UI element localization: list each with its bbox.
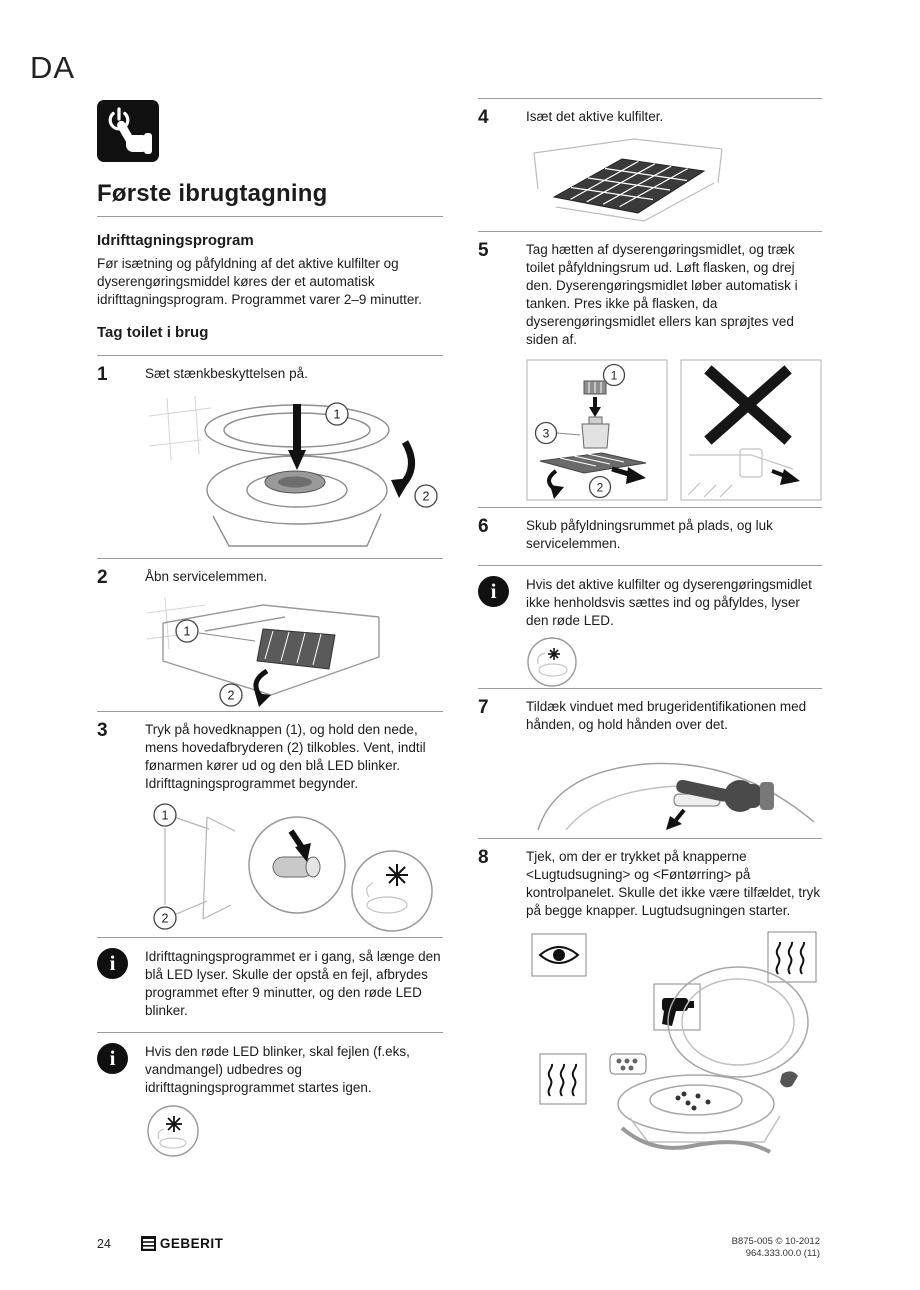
step-text: Åbn servicelemmen. — [145, 569, 268, 584]
tile-background — [149, 396, 211, 460]
figure-note-led — [145, 1103, 443, 1159]
step-4 — [478, 99, 822, 127]
step-6 — [478, 508, 822, 553]
step-text: Tildæk vinduet med brugeridentifikationen med hånden, og hold hånden over det. — [526, 699, 807, 732]
insert-arrow-head — [288, 450, 306, 470]
info-glyph: i — [490, 579, 497, 603]
svg-text:2: 2 — [227, 688, 235, 703]
note-gutter — [97, 948, 145, 1020]
step-number: 7 — [478, 697, 489, 718]
figure-note-red-led — [526, 636, 822, 688]
svg-text:1: 1 — [333, 407, 341, 422]
step-text: Tryk på hovedknappen (1), og hold den nede, mens hovedafbryderen (2) tilkobles. Vent, indtil fønarmen kører ud og den blå LED blinker. Idrifttagningsprogrammet begynder. — [145, 722, 426, 791]
open-arrow-head — [255, 693, 271, 707]
figure-step-3 — [145, 799, 443, 937]
spray-dots — [676, 1092, 711, 1111]
tile-background — [147, 597, 205, 649]
geberit-logo-mark — [141, 1236, 156, 1251]
callout-1 — [326, 403, 348, 425]
section-heading-program: Idrifttagningsprogram — [97, 232, 254, 249]
step-number: 3 — [97, 720, 108, 741]
control-panel — [610, 1054, 646, 1074]
step-2 — [97, 559, 443, 587]
sleeve-cuff — [760, 782, 774, 810]
callout-2 — [415, 485, 437, 507]
step-1 — [97, 356, 443, 384]
step-3 — [97, 712, 443, 793]
note-text: Hvis den røde LED blinker, skal fejlen (f.eks, vandmangel) udbedres og idrifttagningsprogrammet startes igen. — [145, 1044, 410, 1095]
figure-step-4 — [526, 135, 822, 227]
step-8 — [478, 839, 822, 920]
power-button-hand-icon — [97, 100, 159, 162]
figure-step-2 — [145, 595, 443, 707]
note-program-running — [97, 938, 443, 1020]
note-gutter — [97, 1043, 145, 1097]
callout-1 — [176, 620, 198, 642]
note-missing-filter — [478, 566, 822, 630]
step-text: Tag hætten af dyserengøringsmidlet, og træk toilet påfyldningsrum ud. Løft flasken, og drej den. Dyserengøringsmidlet løber automatisk i tanken. Pres ikke på flasken, da dyserengøringsmidlet ellers kan sprøjtes ved siden af. — [526, 242, 798, 347]
press-arrow — [403, 442, 412, 484]
press-arrow-head — [391, 478, 411, 498]
detail-circle — [528, 638, 576, 686]
brand-name: GEBERIT — [159, 1236, 224, 1251]
led-circle — [352, 851, 432, 931]
leader-line — [199, 633, 255, 641]
step-number: 6 — [478, 516, 489, 537]
language-label: DA — [30, 50, 76, 85]
callout-3 — [536, 423, 557, 444]
figure-step-5 — [526, 359, 822, 501]
step-number: 2 — [97, 567, 108, 588]
toilet-outline — [618, 967, 808, 1142]
step-number: 4 — [478, 107, 489, 128]
divider — [97, 216, 443, 217]
svg-text:2: 2 — [422, 489, 430, 504]
info-icon — [97, 1043, 128, 1074]
info-glyph: i — [109, 951, 116, 975]
footer-left — [97, 1236, 223, 1251]
callout-1 — [154, 804, 176, 826]
hose — [622, 1128, 770, 1152]
step-text: Isæt det aktive kulfilter. — [526, 109, 664, 124]
blinking-led-icon — [386, 864, 408, 886]
step-text: Tjek, om der er trykket på knapperne <Lugtudsugning> og <Føntørring> på kontrolpanelet. Skulle det ikke være tilfældet, tryk på begge knapper. Lugtudsugningen starter. — [526, 849, 821, 918]
blinking-led-icon — [166, 1116, 182, 1132]
section-heading-usage: Tag toilet i brug — [97, 324, 209, 341]
step-number: 1 — [97, 364, 108, 385]
figure-step-7 — [526, 742, 822, 834]
note-text: Hvis det aktive kulfilter og dyserengøringsmidlet ikke henholdsvis sættes ind og påfyldes, lyser den røde LED. — [526, 577, 812, 628]
note-gutter — [478, 576, 526, 630]
callout-2 — [590, 477, 611, 498]
svg-text:3: 3 — [542, 426, 550, 441]
svg-text:2: 2 — [161, 911, 169, 926]
device-edge — [165, 817, 235, 919]
figure-step-8 — [526, 928, 822, 1160]
svg-text:2: 2 — [596, 480, 604, 495]
doc-ref-line2: 964.333.00.0 (11) — [745, 1247, 820, 1259]
left-column — [97, 100, 443, 1159]
figure-step-1 — [145, 394, 443, 552]
note-text: Idrifttagningsprogrammet er i gang, så længe den blå LED lyser. Skulle der opstå en fejl, afbrydes programmet efter 9 minutter, og den røde LED blinker. — [145, 949, 441, 1018]
page-footer — [97, 1236, 820, 1259]
step-text: Sæt stænkbeskyttelsen på. — [145, 366, 308, 381]
page-number: 24 — [97, 1236, 111, 1251]
info-icon — [478, 576, 509, 607]
service-flap — [257, 629, 335, 669]
main-button-end — [306, 857, 320, 877]
step-number: 5 — [478, 240, 489, 261]
callout-1 — [604, 365, 625, 386]
svg-text:1: 1 — [161, 808, 169, 823]
hand-shape — [780, 1071, 798, 1087]
bottle-neck — [589, 417, 602, 424]
svg-text:1: 1 — [183, 624, 191, 639]
step-5 — [478, 232, 822, 349]
step-7 — [478, 689, 822, 734]
info-glyph: i — [109, 1046, 116, 1070]
intro-paragraph: Før isætning og påfyldning af det aktive kulfilter og dyserengøringsmiddel køres der et automatisk idrifttagningsprogram. Programmet varer 2–9 minutter. — [97, 256, 422, 307]
svg-text:1: 1 — [610, 368, 618, 383]
wrong-panel-frame — [681, 360, 821, 500]
step-text: Skub påfyldningsrummet på plads, og luk servicelemmen. — [526, 518, 773, 551]
splash-guard-inner — [278, 477, 312, 488]
callout-2 — [154, 907, 176, 929]
document-reference — [732, 1236, 820, 1259]
geberit-logo — [141, 1236, 224, 1251]
cover-arrow — [676, 810, 684, 820]
callout-2 — [220, 684, 242, 706]
doc-ref-line1: B875-005 © 10-2012 — [731, 1236, 820, 1247]
info-icon — [97, 948, 128, 979]
right-column — [478, 98, 822, 1164]
note-red-led — [97, 1033, 443, 1097]
step-number: 8 — [478, 847, 489, 868]
cleaner-bottle — [582, 424, 609, 448]
page-title: Første ibrugtagning — [97, 180, 328, 207]
